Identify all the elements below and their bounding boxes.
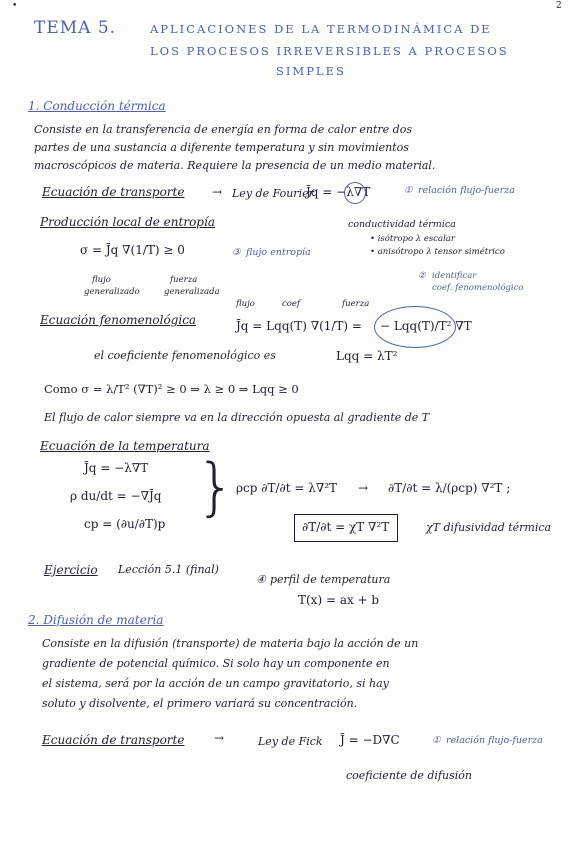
section-2-heading: 2. Difusión de materia: [28, 613, 164, 627]
section-2-intro-line-1: Consiste en la difusión (transporte) de materia bajo la acción de un: [42, 637, 419, 650]
conductivity-label: conductividad térmica: [348, 219, 456, 230]
heat-flow-conclusion: El flujo de calor siempre va en la dirección opuesta al gradiente de T: [44, 411, 430, 424]
force-label-1: fuerza: [170, 275, 198, 285]
flux-label-1: flujo: [92, 275, 111, 285]
phenomenological-equation-right: − Lqq(T)/T² ∇T: [380, 319, 472, 333]
title-line-3: SIMPLES: [276, 64, 346, 78]
title-line-2: LOS PROCESOS IRREVERSIBLES A PROCESOS: [150, 44, 509, 58]
section-1-intro-line-2: partes de una sustancia a diferente temperatura y sin movimientos: [34, 141, 409, 154]
entropy-equation: σ = J̄q ∇(1/T) ≥ 0: [80, 243, 185, 257]
section-2-intro-line-3: el sistema, será por la acción de un campo gravitatorio, si hay: [42, 677, 389, 690]
section-1-intro-line-3: macroscópicos de materia. Requiere la presencia de un medio material.: [34, 159, 436, 172]
flux-label-2: generalizado: [84, 287, 140, 297]
temperature-result-1: ρcp ∂T/∂t = λ∇²T: [236, 481, 338, 495]
anisotropic-case: • anisótropo λ tensor simétrico: [370, 247, 505, 257]
lambda-circle-mark: [344, 182, 366, 204]
label-flux: flujo: [236, 299, 255, 309]
diffusion-transport-label: Ecuación de transporte: [42, 733, 185, 747]
fick-law-label: Ley de Fick: [258, 735, 323, 748]
fourier-note: relación flujo-fuerza: [418, 185, 515, 196]
title-line-1: APLICACIONES DE LA TERMODINÁMICA DE: [150, 22, 492, 36]
section-1-intro-line-1: Consiste en la transferencia de energía en forma de calor entre dos: [34, 123, 412, 136]
fourier-equation: J̄q = −λ∇T: [306, 185, 371, 199]
entropy-note-marker: ③: [232, 247, 241, 258]
system-eq-3: cp = (∂u/∂T)p: [84, 517, 166, 531]
isotropic-case: • isótropo λ escalar: [370, 234, 455, 244]
label-force: fuerza: [342, 299, 370, 309]
system-eq-1: J̄q = −λ∇T: [84, 461, 149, 475]
phenomenological-equation-left: J̄q = Lqq(T) ∇(1/T) =: [236, 319, 362, 333]
diffusion-coefficient-label: coeficiente de difusión: [346, 769, 472, 782]
temperature-result-2: ∂T/∂t = λ/(ρcp) ∇²T ;: [388, 481, 511, 495]
exercise-reference: Lección 5.1 (final): [118, 563, 219, 576]
coefficient-equation: Lqq = λT²: [336, 349, 398, 363]
entropy-production-label: Producción local de entropía: [40, 215, 215, 229]
entropy-note: flujo entropía: [246, 247, 311, 258]
label-coef: coef: [282, 299, 301, 309]
identify-line-1: identificar: [432, 271, 477, 281]
section-2-intro-line-4: soluto y disolvente, el primero variará su concentración.: [42, 697, 358, 710]
positivity-chain: Como σ = λ/T² (∇T)² ≥ 0 ⇒ λ ≥ 0 ⇒ Lqq ≥ 0: [44, 382, 299, 396]
phenomenological-label: Ecuación fenomenológica: [40, 313, 197, 327]
coefficient-text: el coeficiente fenomenológico es: [94, 349, 276, 362]
thermal-diffusivity-label: χT difusividad térmica: [426, 521, 552, 534]
temperature-profile-equation: T(x) = ax + b: [298, 593, 380, 607]
fourier-note-marker: ①: [404, 185, 413, 196]
heat-equation-boxed: ∂T/∂t = χT ∇²T: [302, 520, 390, 534]
fick-equation: J̄ = −D∇C: [340, 733, 400, 747]
temperature-profile-label: perfil de temperatura: [270, 573, 391, 586]
exercise-label: Ejercicio: [44, 563, 98, 577]
exercise-marker: ④: [256, 573, 266, 586]
fick-note-marker: ①: [432, 735, 441, 746]
coefficient-circle-mark: [374, 306, 456, 348]
fick-note: relación flujo-fuerza: [446, 735, 543, 746]
system-eq-2: ρ du/dt = −∇J̄q: [70, 489, 162, 503]
transport-equation-label: Ecuación de transporte: [42, 185, 185, 199]
diffusion-arrow: →: [214, 731, 225, 745]
force-label-2: generalizada: [164, 287, 220, 297]
temperature-arrow: →: [358, 481, 369, 495]
identify-marker: ②: [418, 271, 426, 281]
transport-arrow: →: [212, 185, 223, 199]
system-brace: }: [196, 450, 236, 523]
identify-line-2: coef. fenomenológico: [432, 283, 524, 293]
page-corner-mark: 2: [556, 1, 562, 11]
temperature-equation-label: Ecuación de la temperatura: [40, 439, 210, 453]
fourier-law-label: Ley de Fourier: [232, 187, 314, 200]
pen-dot: •: [12, 1, 18, 11]
section-2-intro-line-2: gradiente de potencial químico. Si solo hay un componente en: [42, 657, 390, 670]
topic-number: TEMA 5.: [34, 18, 117, 38]
section-1-heading: 1. Conducción térmica: [28, 99, 166, 113]
